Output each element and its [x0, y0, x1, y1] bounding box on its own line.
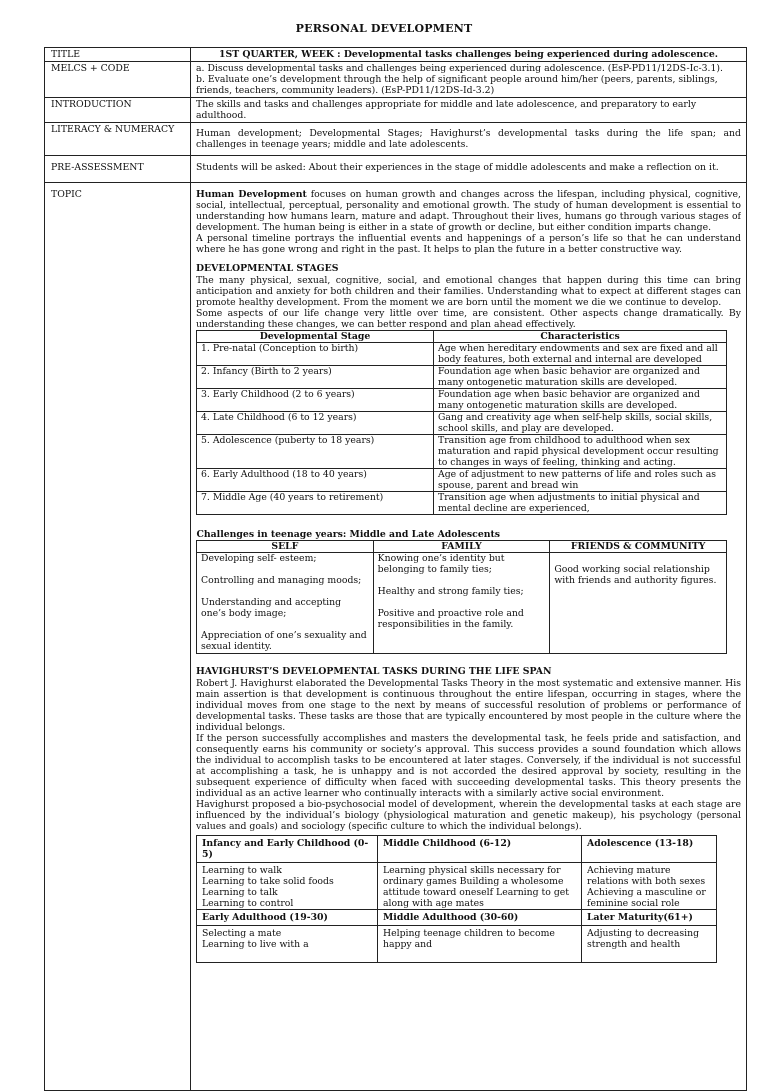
- list-item: Developing self- esteem;: [201, 553, 317, 564]
- infancy-tasks: [197, 863, 378, 910]
- stage-characteristics: Age of adjustment to new patterns of life and roles such as spouse, parent and bread win: [434, 469, 727, 492]
- topic-row: [45, 183, 747, 1091]
- infancy-tasks-text: Learning to walk Learning to take solid foods Learning to talk Learning to control: [202, 865, 334, 909]
- human-development-paragraph: [196, 189, 741, 233]
- human-development-text: focuses on human growth and changes across the lifespan, including physical, cognitive, social, intellectual, perceptual, personality and emotional growth. The study of human development is essential to understanding how humans learn, mature and adapt. Throughout their lives, humans go through various stages of development. The human being is either in a state of growth or decline, but either condition imparts change.: [196, 189, 741, 233]
- developmental-stages-paragraph-1: The many physical, sexual, cognitive, social, and emotional changes that happen during this time can bring anticipation and anxiety for both children and their families. Understanding what to expect at different stages can promote healthy development. From the moment we are born until the moment we die we continue to develop.: [196, 275, 741, 308]
- challenges-header-row: [197, 541, 727, 553]
- introduction-label: INTRODUCTION: [45, 98, 191, 123]
- lesson-table: [44, 47, 747, 1091]
- stages-table: [196, 330, 727, 515]
- challenges-friends-cell: [550, 553, 727, 654]
- list-item: Healthy and strong family ties;: [377, 586, 524, 597]
- early-adulthood-tasks-text: Selecting a mate Learning to live with a: [202, 928, 309, 950]
- middle-childhood-tasks: [378, 863, 582, 910]
- pre-assessment-label: PRE-ASSESSMENT: [45, 156, 191, 183]
- list-item: Knowing one’s identity but belonging to family ties;: [377, 553, 505, 575]
- list-item: Good working social relationship with friends and authority figures.: [554, 564, 717, 586]
- pre-assessment-row: [45, 156, 747, 183]
- list-item: Appreciation of one’s sexuality and sexual identity.: [201, 630, 367, 652]
- stage-characteristics: Foundation age when basic behavior are organized and many ontogenetic maturation skills are developed.: [434, 366, 727, 389]
- havighurst-tasks-table: [196, 835, 717, 963]
- stage-characteristics: Transition age when adjustments to initial physical and mental decline are experienced,: [434, 492, 727, 515]
- timeline-paragraph: A personal timeline portrays the influential events and happenings of a person’s life so that he can understand where he has gone wrong and right in the past. It helps to plan the future in a better constructive way.: [196, 233, 741, 255]
- pre-assessment-value: Students will be asked: About their experiences in the stage of middle adolescents and make a reflection on it.: [191, 156, 747, 183]
- title-label: TITLE: [45, 48, 191, 62]
- stage-characteristics: Age when hereditary endowments and sex are fixed and all body features, both external and internal are developed: [434, 343, 727, 366]
- header-adolescence: Adolescence (13-18): [582, 836, 717, 863]
- topic-content: [191, 183, 747, 1091]
- title-row: [45, 48, 747, 62]
- havighurst-row-2: [197, 926, 717, 963]
- table-row: [197, 469, 727, 492]
- middle-childhood-tasks-text: Learning physical skills necessary for ordinary games Building a wholesome attitude toward oneself Learning to get along with age mates: [383, 865, 570, 909]
- middle-adulthood-tasks-text: Helping teenage children to become happy and: [383, 928, 555, 950]
- table-row: [197, 435, 727, 469]
- adolescence-tasks: [582, 863, 717, 910]
- challenges-body-row: [197, 553, 727, 654]
- list-item: Controlling and managing moods;: [201, 575, 362, 586]
- topic-label: TOPIC: [45, 183, 191, 1091]
- stage-name: 5. Adolescence (puberty to 18 years): [197, 435, 434, 469]
- introduction-value: The skills and tasks and challenges appropriate for middle and late adolescence, and preparatory to early adulthood.: [191, 98, 747, 123]
- stages-header-stage: Developmental Stage: [197, 331, 434, 343]
- stages-header-characteristics: Characteristics: [434, 331, 727, 343]
- melcs-label: MELCS + CODE: [45, 62, 191, 98]
- havighurst-paragraph-3: Havighurst proposed a bio-psychosocial model of development, wherein the developmental tasks at each stage are influenced by the individual’s biology (physiological maturation and genetic makeup), his psychology (personal values and goals) and sociology (specific culture to which the individual belongs).: [196, 799, 741, 832]
- later-maturity-tasks-text: Adjusting to decreasing strength and health: [587, 928, 700, 950]
- document-title: PERSONAL DEVELOPMENT: [295, 22, 473, 35]
- literacy-row: [45, 123, 747, 156]
- table-row: [197, 412, 727, 435]
- stage-name: 6. Early Adulthood (18 to 40 years): [197, 469, 434, 492]
- challenges-header-friends: FRIENDS & COMMUNITY: [550, 541, 727, 553]
- literacy-label: LITERACY & NUMERACY: [45, 123, 191, 156]
- header-later-maturity: Later Maturity(61+): [582, 910, 717, 926]
- melcs-row: [45, 62, 747, 98]
- later-maturity-tasks: [582, 926, 717, 963]
- havighurst-paragraph-2: If the person successfully accomplishes and masters the developmental task, he feels pride and satisfaction, and consequently earns his community or society’s approval. This success provides a sound foundation which allows the individual to accomplish tasks to be encountered at later stages. Conversely, if the individual is not successful at accomplishing a task, he is unhappy and is not accorded the desired approval by society, resulting in the subsequent experience of difficulty when faced with succeeding developmental tasks. This theory presents the individual as an active learner who continually interacts with a similarly active social environment.: [196, 733, 741, 799]
- list-item: Positive and proactive role and responsibilities in the family.: [377, 608, 524, 630]
- challenges-family-cell: [373, 553, 550, 654]
- stage-name: 7. Middle Age (40 years to retirement): [197, 492, 434, 515]
- list-item: Understanding and accepting one’s body image;: [201, 597, 342, 619]
- havighurst-row-1: [197, 863, 717, 910]
- challenges-caption-row: [197, 529, 727, 541]
- topic-body: [196, 189, 741, 1089]
- stage-name: 3. Early Childhood (2 to 6 years): [197, 389, 434, 412]
- human-development-term: Human Development: [196, 189, 307, 200]
- challenges-caption: Challenges in teenage years: Middle and Late Adolescents: [197, 529, 727, 541]
- header-middle-adulthood: Middle Adulthood (30-60): [378, 910, 582, 926]
- havighurst-header-row-2: [197, 910, 717, 926]
- melcs-value: [191, 62, 747, 98]
- stage-name: 2. Infancy (Birth to 2 years): [197, 366, 434, 389]
- developmental-stages-paragraph-2: Some aspects of our life change very little over time, are consistent. Other aspects change dramatically. By understanding these changes, we can better respond and plan ahead effectively.: [196, 308, 741, 330]
- table-row: [197, 343, 727, 366]
- title-value: 1ST QUARTER, WEEK : Developmental tasks challenges being experienced during adolescence.: [191, 48, 747, 62]
- stage-name: 4. Late Childhood (6 to 12 years): [197, 412, 434, 435]
- challenges-header-self: SELF: [197, 541, 374, 553]
- header-infancy: Infancy and Early Childhood (0-5): [197, 836, 378, 863]
- literacy-value: Human development; Developmental Stages; Havighurst’s developmental tasks during the life span; and challenges in teenage years; middle and late adolescents.: [191, 123, 747, 156]
- table-row: [197, 492, 727, 515]
- stage-name: 1. Pre-natal (Conception to birth): [197, 343, 434, 366]
- early-adulthood-tasks: [197, 926, 378, 963]
- table-row: [197, 389, 727, 412]
- challenges-table: [196, 529, 727, 654]
- table-row: [197, 366, 727, 389]
- challenges-self-cell: [197, 553, 374, 654]
- stages-header-row: [197, 331, 727, 343]
- middle-adulthood-tasks: [378, 926, 582, 963]
- challenges-header-family: FAMILY: [373, 541, 550, 553]
- developmental-stages-heading: DEVELOPMENTAL STAGES: [196, 263, 339, 274]
- header-early-adulthood: Early Adulthood (19-30): [197, 910, 378, 926]
- havighurst-paragraph-1: Robert J. Havighurst elaborated the Developmental Tasks Theory in the most systematic and extensive manner. His main assertion is that development is continuous throughout the entire lifespan, occurring in stages, where the individual moves from one stage to the next by means of successful resolution of problems or performance of developmental tasks. These tasks are those that are typically encountered by most people in the culture where the individual belongs.: [196, 678, 741, 733]
- header-middle-childhood: Middle Childhood (6-12): [378, 836, 582, 863]
- stage-characteristics: Foundation age when basic behavior are organized and many ontogenetic maturation skills are developed.: [434, 389, 727, 412]
- introduction-row: [45, 98, 747, 123]
- melcs-item-a: a. Discuss developmental tasks and challenges being experienced during adolescence. (EsP-PD11/12DS-Ic-3.1).: [196, 63, 723, 74]
- melcs-item-b: b. Evaluate one’s development through the help of significant people around him/her (peers, parents, siblings, friends, teachers, community leaders). (EsP-PD11/12DS-Id-3.2): [196, 74, 718, 96]
- stage-characteristics: Transition age from childhood to adulthood when sex maturation and rapid physical development occur resulting to changes in ways of feeling, thinking and acting.: [434, 435, 727, 469]
- havighurst-header-row-1: [197, 836, 717, 863]
- havighurst-heading: HAVIGHURST’S DEVELOPMENTAL TASKS DURING THE LIFE SPAN: [196, 666, 552, 677]
- adolescence-tasks-text: Achieving mature relations with both sexes Achieving a masculine or feminine social role: [587, 865, 706, 909]
- stage-characteristics: Gang and creativity age when self-help skills, social skills, school skills, and play are developed.: [434, 412, 727, 435]
